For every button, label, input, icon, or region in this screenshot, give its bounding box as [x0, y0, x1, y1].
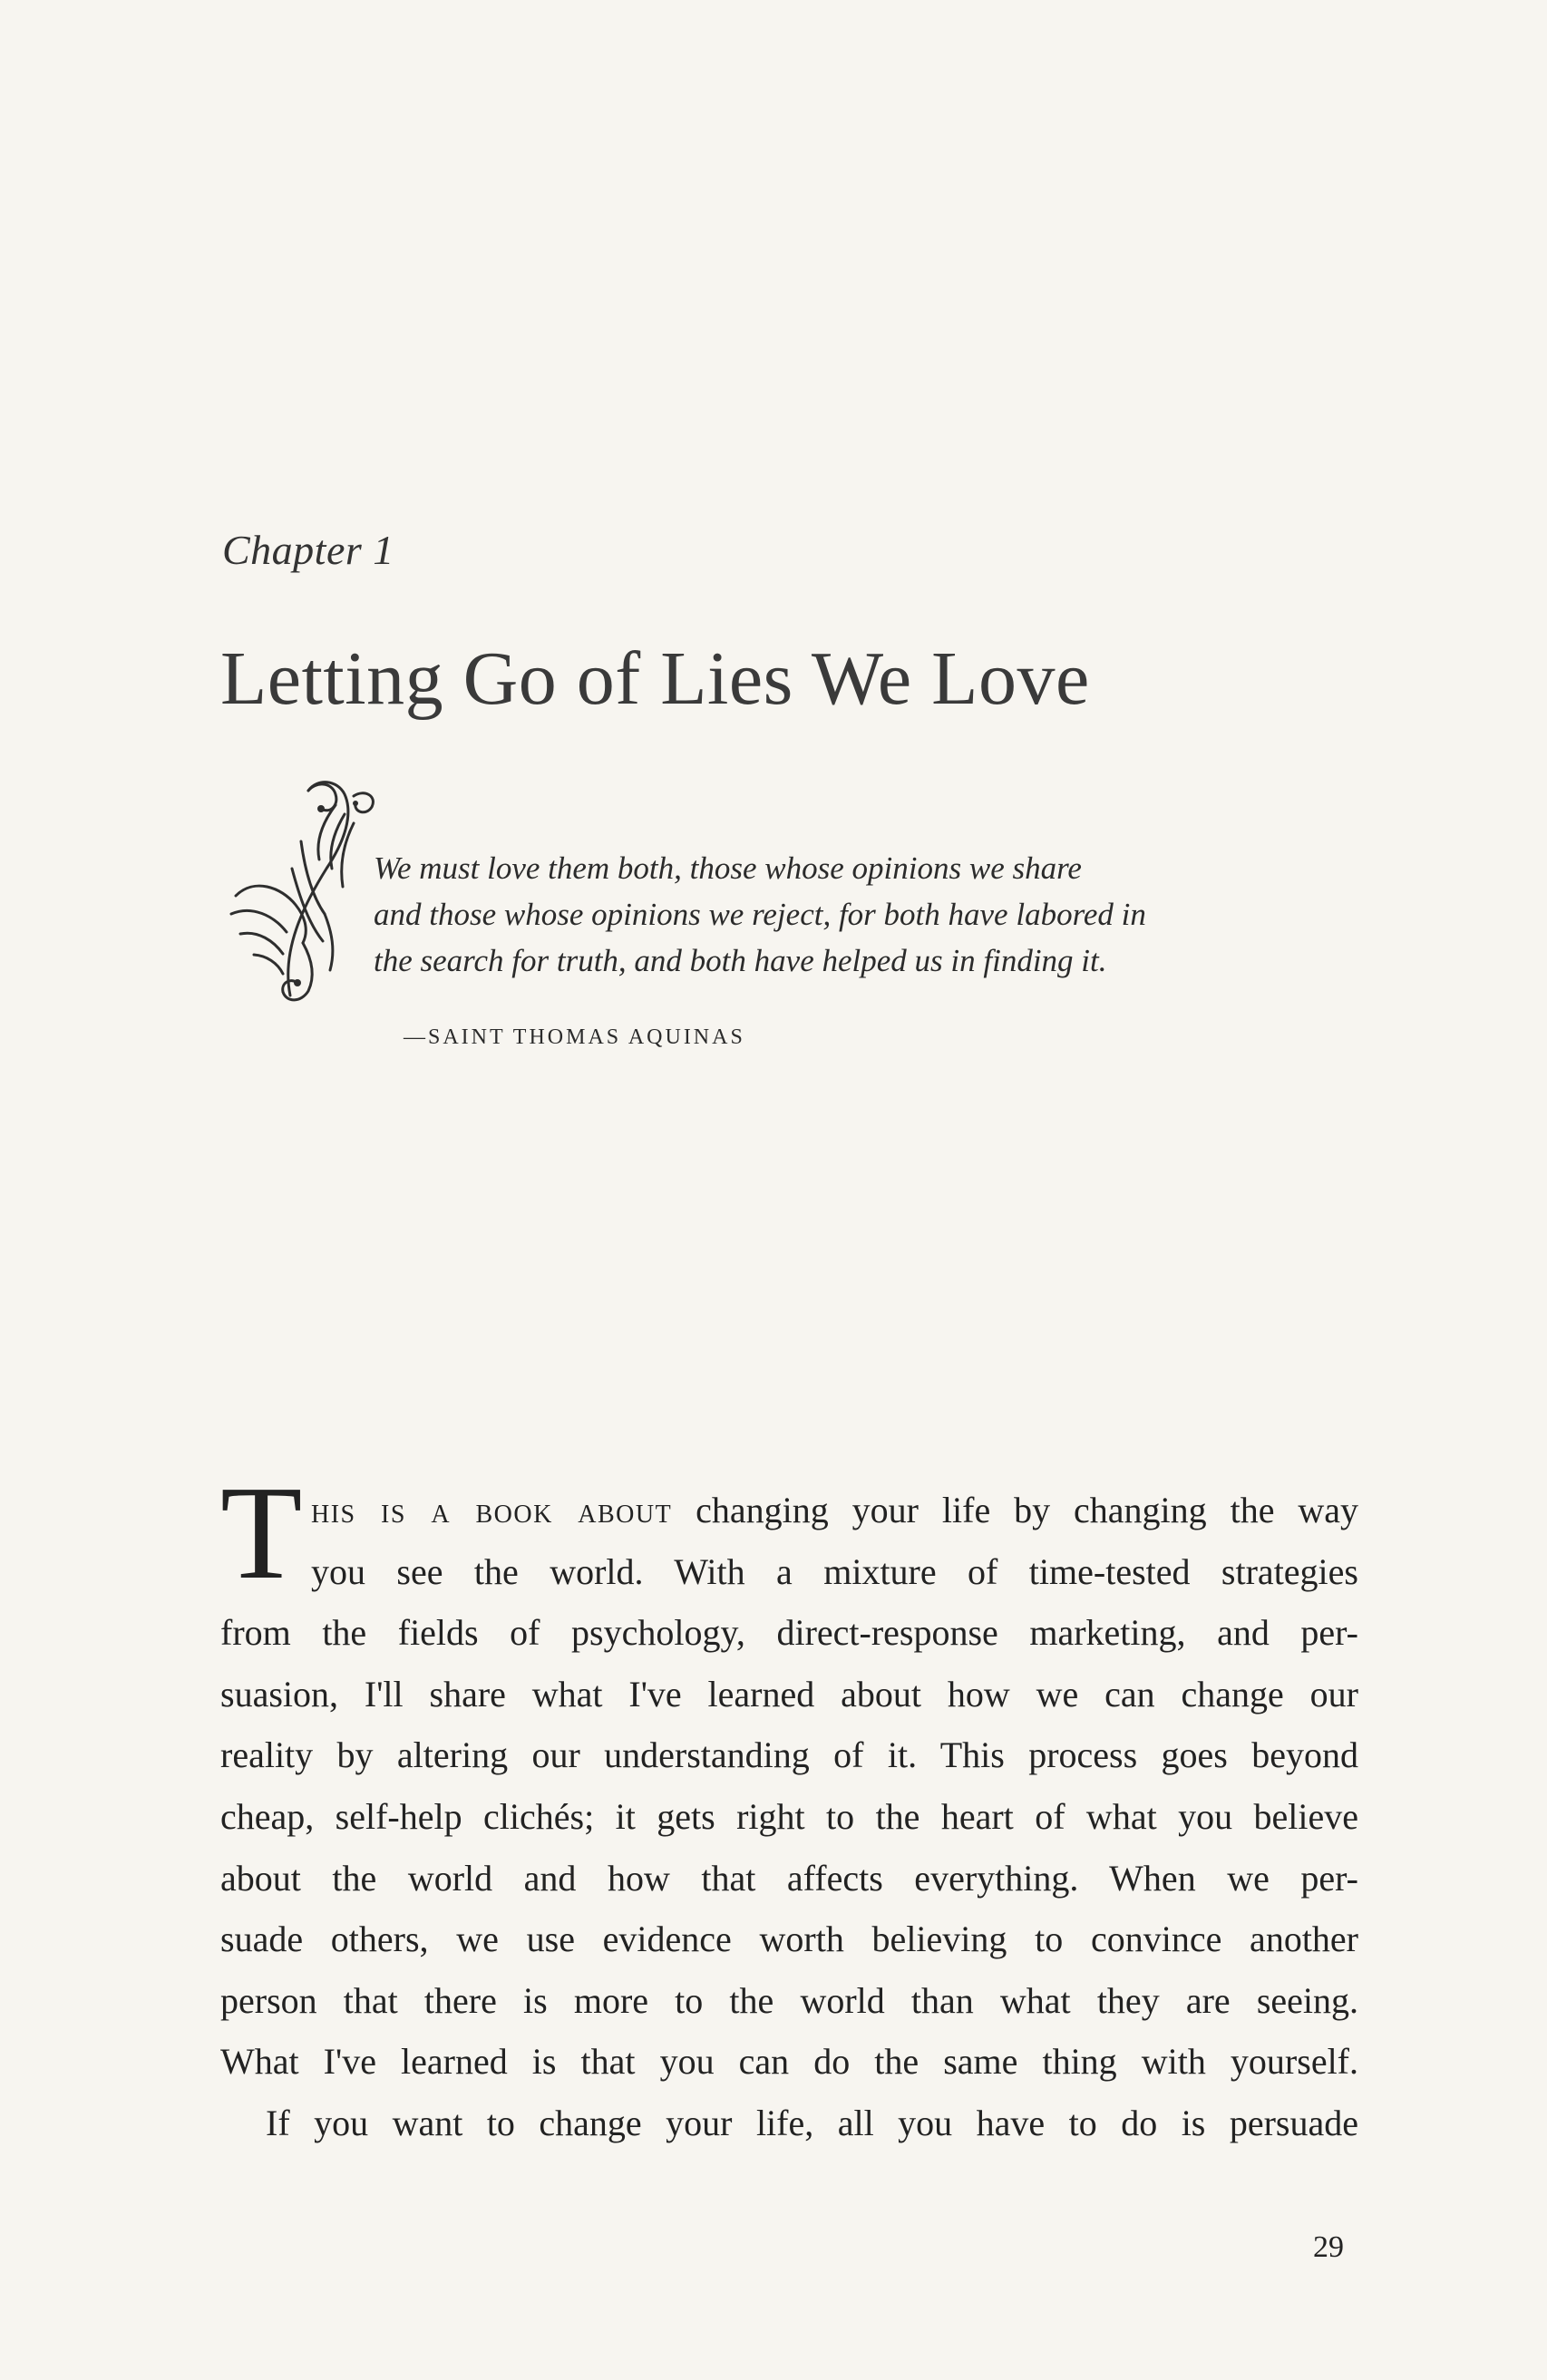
- body-line: person that there is more to the world than what they are seeing.: [220, 1979, 1358, 2021]
- body-line: cheap, self-help clichés; it gets right to the heart of what you believe: [220, 1795, 1358, 1837]
- epigraph-line: the search for truth, and both have helped us in finding it.: [374, 943, 1107, 978]
- epigraph-line: We must love them both, those whose opinions we share: [374, 850, 1082, 886]
- epigraph-line: and those whose opinions we reject, for both have labored in: [374, 897, 1146, 932]
- acanthus-leaf-ornament-icon: [218, 769, 376, 1005]
- body-line: from the fields of psychology, direct-response marketing, and per-: [220, 1612, 1358, 1654]
- epigraph-attribution: —SAINT THOMAS AQUINAS: [404, 1025, 745, 1049]
- drop-cap: T: [220, 1459, 303, 1608]
- body-line: [220, 1480, 1358, 1541]
- opening-smallcaps: his is a book about: [311, 1490, 673, 1530]
- body-line: If you want to change your life, all you have to do is persuade: [266, 2102, 1358, 2143]
- page-number: 29: [1313, 2230, 1344, 2264]
- body-line: suade others, we use evidence worth believing to convince another: [220, 1919, 1358, 1960]
- body-line: suasion, I'll share what I've learned about how we can change our: [220, 1673, 1358, 1715]
- body-text: [220, 1480, 1358, 2154]
- body-line: you see the world. With a mixture of time-tested strategies: [311, 1550, 1358, 1592]
- body-line: reality by altering our understanding of it. This process goes beyond: [220, 1734, 1358, 1776]
- chapter-title: Letting Go of Lies We Love: [220, 636, 1090, 721]
- body-line: about the world and how that affects everything. When we per-: [220, 1857, 1358, 1899]
- body-line: What I've learned is that you can do the same thing with yourself.: [220, 2041, 1358, 2083]
- body-line-text: changing your life by changing the way: [696, 1490, 1359, 1530]
- chapter-label: Chapter 1: [222, 527, 394, 573]
- epigraph-quote: [374, 845, 1335, 984]
